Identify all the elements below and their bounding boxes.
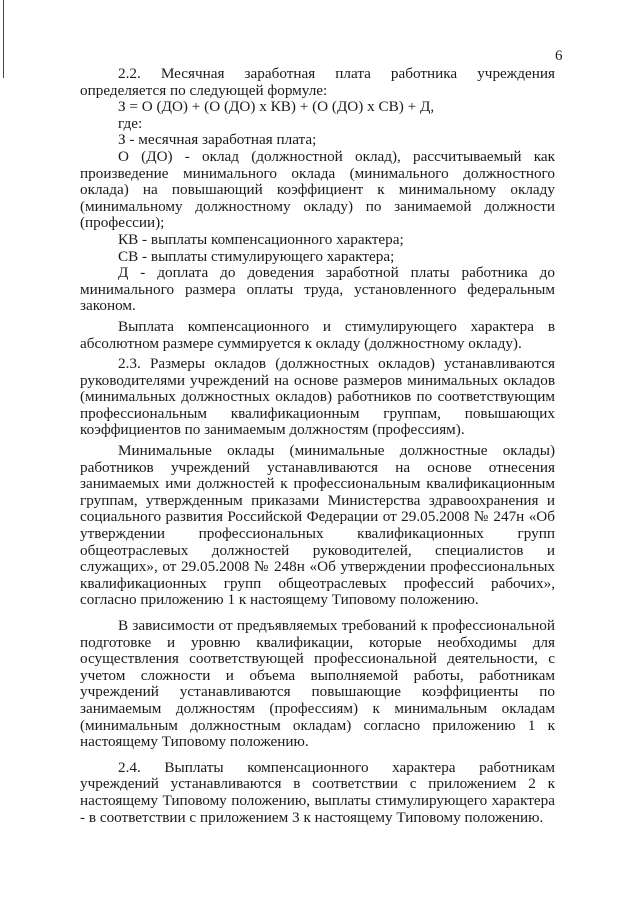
definition-sv: СВ - выплаты стимулирующего характера; — [118, 247, 395, 265]
document-body — [80, 66, 555, 826]
definition-o: О (ДО) - оклад (должностной оклад), рассчитываемый как произведение минимального оклада (минимального должностного оклада) на повышающий коэффициент к минимальному окладу (минимальному должностному окладу) по занимаемой должности (профессии); — [80, 147, 555, 232]
definition-d: Д - доплата до доведения заработной платы работника до минимального размера оплаты труда, установленного федеральным законом. — [80, 264, 555, 315]
paragraph-minimal-salaries: Минимальные оклады (минимальные должностные оклады) работников учреждений устанавливаются на основе отнесения занимаемых ими должностей к профессиональным квалификационным группам, утвержденным приказами Министерства здравоохранения и социального развития Российской Федерации от 29.05.2008 № 247н «Об утверждении профессиональных квалификационных групп общеотраслевых должностей руководителей, специалистов и служащих», от 29.05.2008 № 248н «Об утверждении профессиональных квалификационных групп общеотраслевых профессий рабочих», согласно приложению 1 к настоящему Типовому положению. — [80, 442, 555, 609]
salary-formula: З = О (ДО) + (О (ДО) х КВ) + (О (ДО) х СВ) + Д, — [118, 98, 435, 116]
formula-where: где: — [118, 114, 143, 132]
paragraph-payment: Выплата компенсационного и стимулирующего характера в абсолютном размере суммируется к окладу (должностному окладу). — [80, 317, 555, 352]
page-number: 6 — [555, 48, 563, 64]
scan-edge-line — [3, 0, 4, 78]
paragraph-coefficients: В зависимости от предъявляемых требований к профессиональной подготовке и уровню квалификации, которые необходимы для осуществления соответствующей профессиональной деятельности, с учетом сложности и объема выполняемой работы, работникам учреждений устанавливаются повышающие коэффициенты по занимаемым должностям (профессиям) к минимальным окладам (минимальным должностным окладам) согласно приложению 1 к настоящему Типовому положению. — [80, 617, 555, 751]
paragraph-2-4: 2.4. Выплаты компенсационного характера работникам учреждений устанавливаются в соответствии с приложением 2 к настоящему Типовому положению, выплаты стимулирующего характера - в соответствии с приложением 3 к настоящему Типовому положению. — [80, 758, 555, 826]
definition-z: З - месячная заработная плата; — [118, 131, 317, 149]
paragraph-2-2: 2.2. Месячная заработная плата работника учреждения определяется по следующей формуле: — [80, 65, 555, 99]
definition-kv: КВ - выплаты компенсационного характера; — [118, 230, 404, 248]
paragraph-2-3: 2.3. Размеры окладов (должностных окладов) устанавливаются руководителями учреждений на основе размеров минимальных окладов (минимальных должностных окладов) работников по соответствующим профессиональным квалификационным группам, повышающих коэффициентов по занимаемым должностям (профессиям). — [80, 355, 555, 439]
